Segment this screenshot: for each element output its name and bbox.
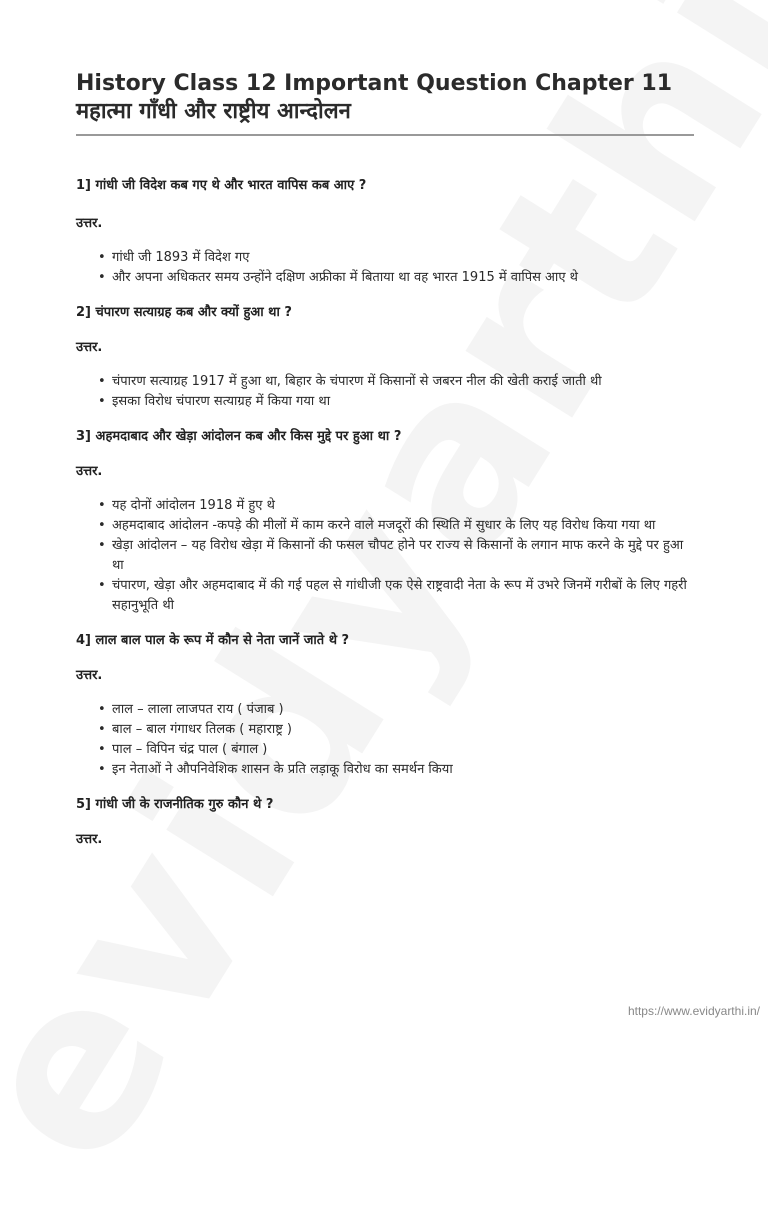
list-item: • गांधी जी 1893 में विदेश गए — [76, 248, 694, 268]
footer-url: https://www.evidyarthi.in/ — [627, 1004, 760, 1018]
answer-list-4 — [76, 700, 694, 780]
question-block-4 — [76, 631, 694, 780]
answer-list-1 — [76, 248, 694, 288]
list-item: • लाल – लाला लाजपत राय ( पंजाब ) — [76, 700, 694, 720]
list-item: • चंपारण, खेड़ा और अहमदाबाद में की गई पहल से गांधीजी एक ऐसे राष्ट्रवादी नेता के रूप में उभरे जिनमें गरीबों के लिए गहरी सहानुभूति थी — [76, 576, 694, 616]
answer-label-3: उत्तर. — [76, 464, 103, 479]
question-1: 1] गांधी जी विदेश कब गए थे और भारत वापिस कब आए ? — [76, 178, 367, 193]
page-title: History Class 12 Important Question Chapter 11 महात्मा गाँधी और राष्ट्रीय आन्दोलन — [76, 70, 694, 136]
question-block-5 — [76, 795, 694, 849]
list-item: • इन नेताओं ने औपनिवेशिक शासन के प्रति लड़ाकू विरोध का समर्थन किया — [76, 760, 694, 780]
question-5: 5] गांधी जी के राजनीतिक गुरु कौन थे ? — [76, 797, 274, 812]
question-block-2 — [76, 303, 694, 412]
list-item: • और अपना अधिकतर समय उन्होंने दक्षिण अफ्रीका में बिताया था वह भारत 1915 में वापिस आए थे — [76, 268, 694, 288]
list-item: • अहमदाबाद आंदोलन -कपड़े की मीलों में काम करने वाले मजदूरों की स्थिति में सुधार के लिए यह विरोध किया गया था — [76, 516, 694, 536]
list-item: • खेड़ा आंदोलन – यह विरोध खेड़ा में किसानों की फसल चौपट होने पर राज्य से किसानों के लगान माफ करने के मुद्दे पर हुआ था — [76, 536, 694, 576]
answer-label-4: उत्तर. — [76, 668, 103, 683]
answer-label-1: उत्तर. — [76, 216, 103, 231]
list-item: • बाल – बाल गंगाधर तिलक ( महाराष्ट्र ) — [76, 720, 694, 740]
question-block-3 — [76, 427, 694, 616]
answer-list-2 — [76, 372, 694, 412]
answer-label-5: उत्तर. — [76, 832, 103, 847]
list-item: • चंपारण सत्याग्रह 1917 में हुआ था, बिहार के चंपारण में किसानों से जबरन नील की खेती कराई जाती थी — [76, 372, 694, 392]
list-item: • पाल – विपिन चंद्र पाल ( बंगाल ) — [76, 740, 694, 760]
list-item: • यह दोनों आंदोलन 1918 में हुए थे — [76, 496, 694, 516]
answer-label-2: उत्तर. — [76, 340, 103, 355]
question-3: 3] अहमदाबाद और खेड़ा आंदोलन कब और किस मुद्दे पर हुआ था ? — [76, 429, 402, 444]
document-page — [76, 70, 694, 849]
answer-list-3 — [76, 496, 694, 616]
question-2: 2] चंपारण सत्याग्रह कब और क्यों हुआ था ? — [76, 305, 292, 320]
list-item: • इसका विरोध चंपारण सत्याग्रह में किया गया था — [76, 392, 694, 412]
question-block-1 — [76, 176, 694, 288]
question-4: 4] लाल बाल पाल के रूप में कौन से नेता जानें जाते थे ? — [76, 633, 350, 648]
